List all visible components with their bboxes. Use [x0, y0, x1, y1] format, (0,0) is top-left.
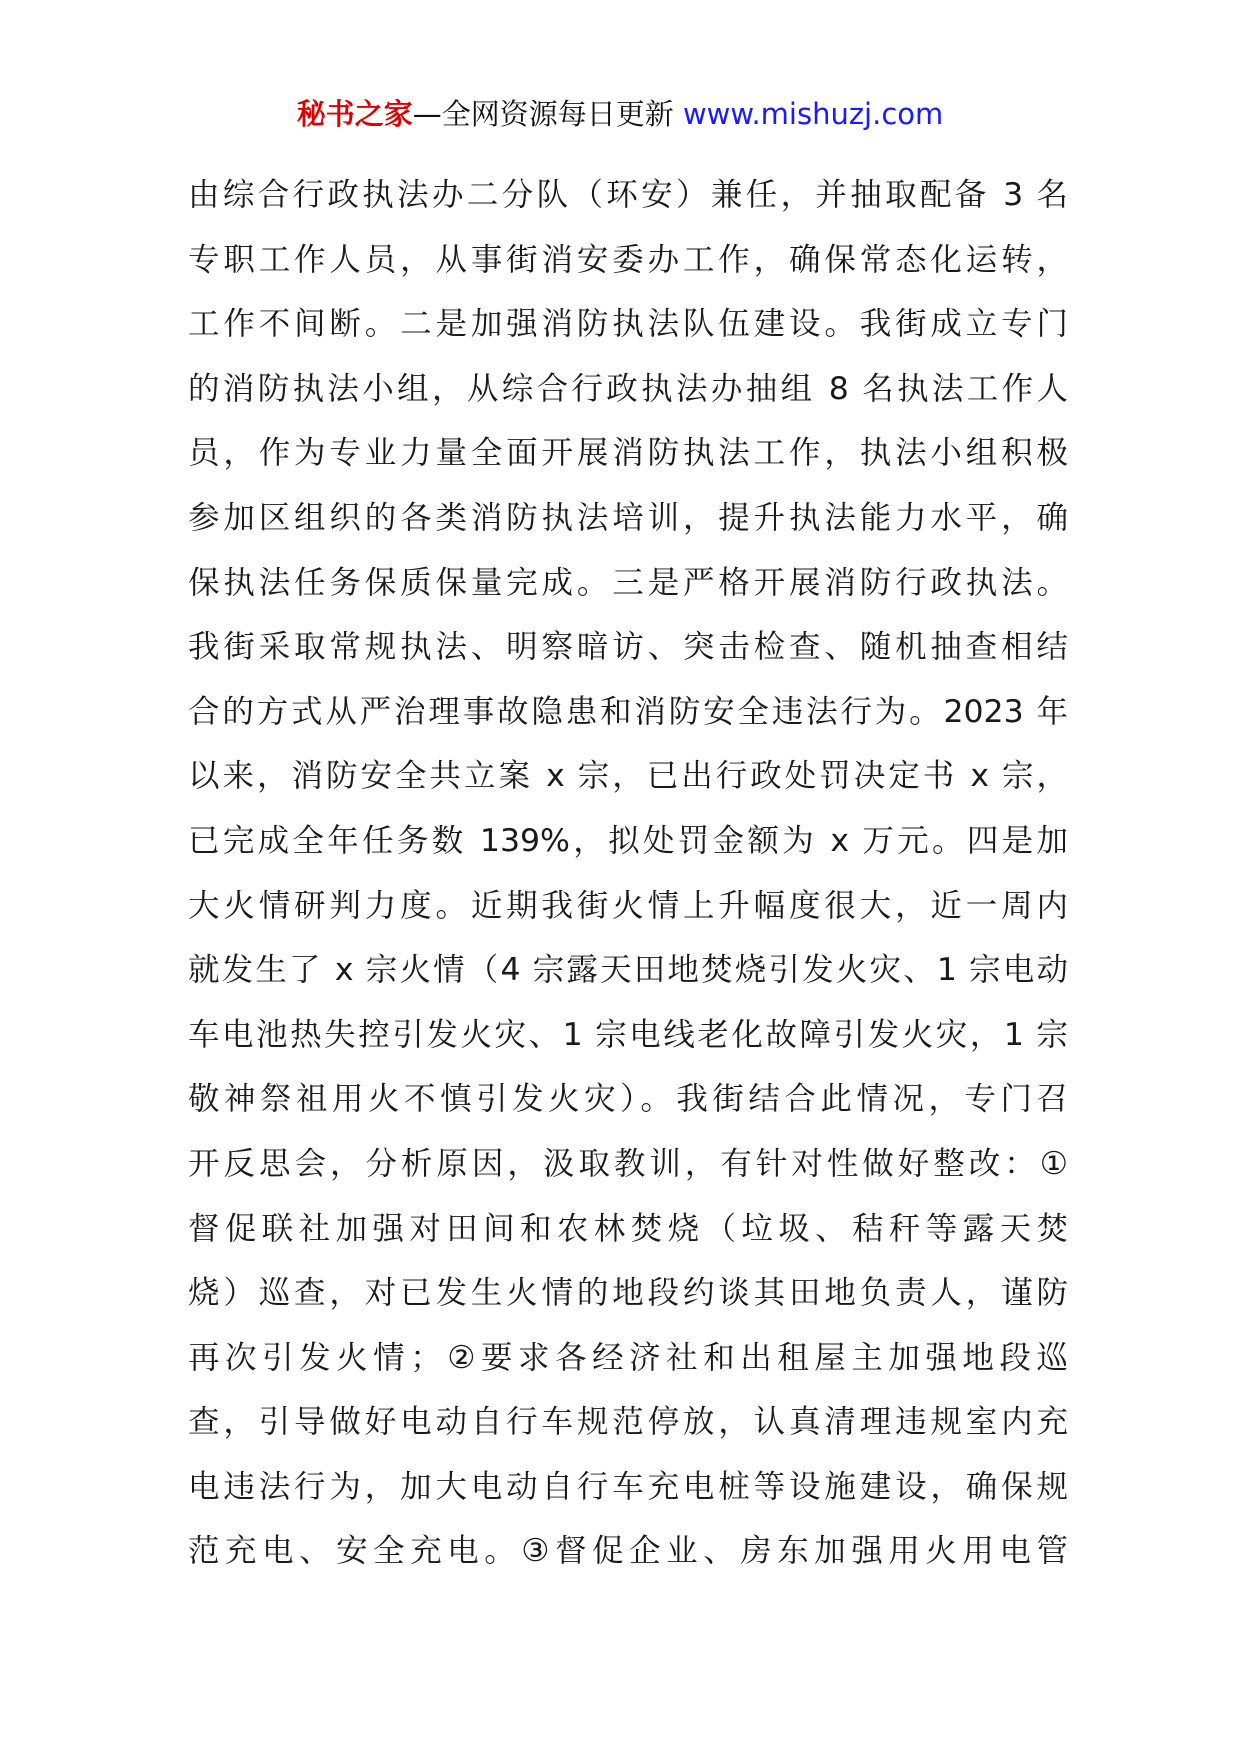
text-line: 就发生了 x 宗火情（4 宗露天田地焚烧引发火灾、1 宗电动 [188, 952, 1068, 989]
text-line: 保执法任务保质保量完成。三是严格开展消防行政执法。 [188, 564, 1068, 601]
text-line: 的消防执法小组，从综合行政执法办抽组 8 名执法工作人 [188, 370, 1068, 407]
text-line: 查，引导做好电动自行车规范停放，认真清理违规室内充 [188, 1404, 1068, 1441]
header-slogan: —全网资源每日更新 [412, 97, 674, 131]
text-line: 已完成全年任务数 139%，拟处罚金额为 x 万元。四是加 [188, 822, 1068, 859]
text-line: 大火情研判力度。近期我街火情上升幅度很大，近一周内 [188, 887, 1068, 924]
text-line: 烧）巡查，对已发生火情的地段约谈其田地负责人，谨防 [188, 1275, 1068, 1312]
text-line: 以来，消防安全共立案 x 宗，已出行政处罚决定书 x 宗， [188, 758, 1068, 795]
text-line: 合的方式从严治理事故隐患和消防安全违法行为。2023 年 [188, 693, 1068, 730]
text-line: 再次引发火情；②要求各经济社和出租屋主加强地段巡 [188, 1339, 1068, 1376]
text-line: 参加区组织的各类消防执法培训，提升执法能力水平，确 [188, 499, 1068, 536]
site-url-link[interactable]: www.mishuzj.com [682, 97, 944, 131]
text-line: 范充电、安全充电。③督促企业、房东加强用火用电管 [188, 1533, 1068, 1570]
text-line: 由综合行政执法办二分队（环安）兼任，并抽取配备 3 名 [188, 177, 1068, 213]
text-line: 车电池热失控引发火灾、1 宗电线老化故障引发火灾，1 宗 [188, 1016, 1068, 1053]
text-line: 开反思会，分析原因，汲取教训，有针对性做好整改：① [188, 1145, 1068, 1182]
text-line: 专职工作人员，从事街消安委办工作，确保常态化运转， [188, 241, 1068, 278]
brand-name: 秘书之家 [296, 97, 413, 131]
document-body [188, 163, 1068, 1584]
text-line: 督促联社加强对田间和农林焚烧（垃圾、秸秆等露天焚 [188, 1210, 1068, 1247]
text-line: 我街采取常规执法、明察暗访、突击检查、随机抽查相结 [188, 629, 1068, 666]
text-line: 工作不间断。二是加强消防执法队伍建设。我街成立专门 [188, 306, 1068, 343]
text-line: 员，作为专业力量全面开展消防执法工作，执法小组积极 [188, 435, 1068, 472]
text-line: 敬神祭祖用火不慎引发火灾）。我街结合此情况，专门召 [188, 1081, 1068, 1118]
site-header [0, 92, 1240, 136]
text-line: 电违法行为，加大电动自行车充电桩等设施建设，确保规 [188, 1468, 1068, 1505]
